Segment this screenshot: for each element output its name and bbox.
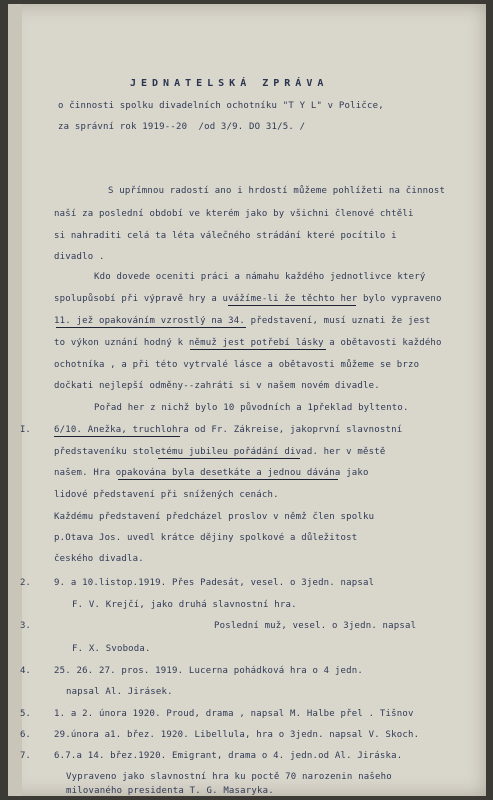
item-line: Každému představení předcházel proslov v němž člen spolku <box>54 512 375 522</box>
document-title: JEDNATELSKÁ ZPRÁVA <box>130 78 329 89</box>
subtitle-line-1: o činnosti spolku divadelních ochotníku "T Y L" v Poličce, <box>58 101 384 111</box>
item-number: 6. <box>20 730 31 740</box>
item-number: 5. <box>20 709 31 719</box>
item-line: českého divadla. <box>54 554 144 564</box>
item-line: 6.7.a 14. břez.1920. Emigrant, drama o 4. jedn.od Al. Jiráska. <box>54 751 403 761</box>
item-line: lidové představení při snížených cenách. <box>54 490 279 500</box>
item-number: 3. <box>20 621 31 631</box>
ink-underline <box>56 327 246 328</box>
paragraph-line: dočkati nejlepší odměny--zahráti si v našem novém divadle. <box>54 381 380 391</box>
item-line: napsal Al. Jirásek. <box>66 687 173 697</box>
ink-underline <box>158 458 300 459</box>
paragraph-line: spolupůsobí při výpravě hry a uvážíme-li že těchto her bylo vypraveno <box>54 294 442 304</box>
paragraph-line: Kdo dovede oceniti práci a námahu každého jednotlivce který <box>94 272 426 282</box>
program-intro: Pořad her z nichž bylo 10 původních a 1překlad byltento. <box>94 403 409 413</box>
item-line: 6/10. Anežka, truchlohra od Fr. Zákreise, jakoprvní slavnostní <box>54 425 403 435</box>
intro-line: naší za poslední období ve kterém jako by všichni členové chtěli <box>54 209 414 219</box>
intro-line: si nahraditi celá ta léta válečného strádání které pocítilo i <box>54 231 397 241</box>
intro-line: divadlo . <box>54 252 105 262</box>
item-number: I. <box>20 425 31 435</box>
ink-underline <box>54 436 180 437</box>
item-number: 2. <box>20 578 31 588</box>
document-page <box>8 4 486 796</box>
paragraph-line: ochotníka , a při této vytrvalé lásce a obětavosti můžeme se brzo <box>54 360 420 370</box>
item-line: Vypraveno jako slavnostní hra ku poctě 70 narozenin našeho <box>66 772 392 782</box>
item-line: 9. a 10.listop.1919. Přes Padesát, vesel. o 3jedn. napsal <box>54 578 375 588</box>
item-number: 4. <box>20 666 31 676</box>
page-margin-strip <box>8 4 22 796</box>
item-line: p.Otava Jos. uvedl krátce dějiny spolkové a důležitost <box>54 533 358 543</box>
paragraph-line: to výkon uznání hodný k němuž jest potřebí lásky a obětavosti každého <box>54 338 442 348</box>
item-number: 7. <box>20 751 31 761</box>
item-line: F. V. Krejčí, jako druhá slavnostní hra. <box>72 600 297 610</box>
ink-underline <box>118 479 338 480</box>
item-line: představeníku stoletému jubileu pořádání divad. her v městě <box>54 447 386 457</box>
ink-underline <box>190 349 326 350</box>
item-line: 25. 26. 27. pros. 1919. Lucerna pohádková hra o 4 jedn. <box>54 666 364 676</box>
item-line: milovaného presidenta T. G. Masaryka. <box>66 786 274 796</box>
item-line: našem. Hra opakována byla desetkáte a jednou dávána jako <box>54 468 369 478</box>
item-line: Poslední muž, vesel. o 3jedn. napsal <box>214 621 417 631</box>
item-line: F. X. Svoboda. <box>72 644 151 654</box>
intro-line: S upřímnou radostí ano i hrdostí můžeme pohlížeti na činnost <box>108 186 446 196</box>
item-line: 1. a 2. února 1920. Proud, drama , napsal M. Halbe přel . Tišnov <box>54 709 414 719</box>
item-line: 29.února a1. břez. 1920. Libellula, hra o 3jedn. napsal V. Skoch. <box>54 730 420 740</box>
subtitle-line-2: za správní rok 1919--20 /od 3/9. DO 31/5. / <box>58 122 306 132</box>
ink-underline <box>228 305 356 306</box>
paragraph-line: 11. jež opakováním vzrostlý na 34. představení, musí uznati že jest <box>54 316 431 326</box>
